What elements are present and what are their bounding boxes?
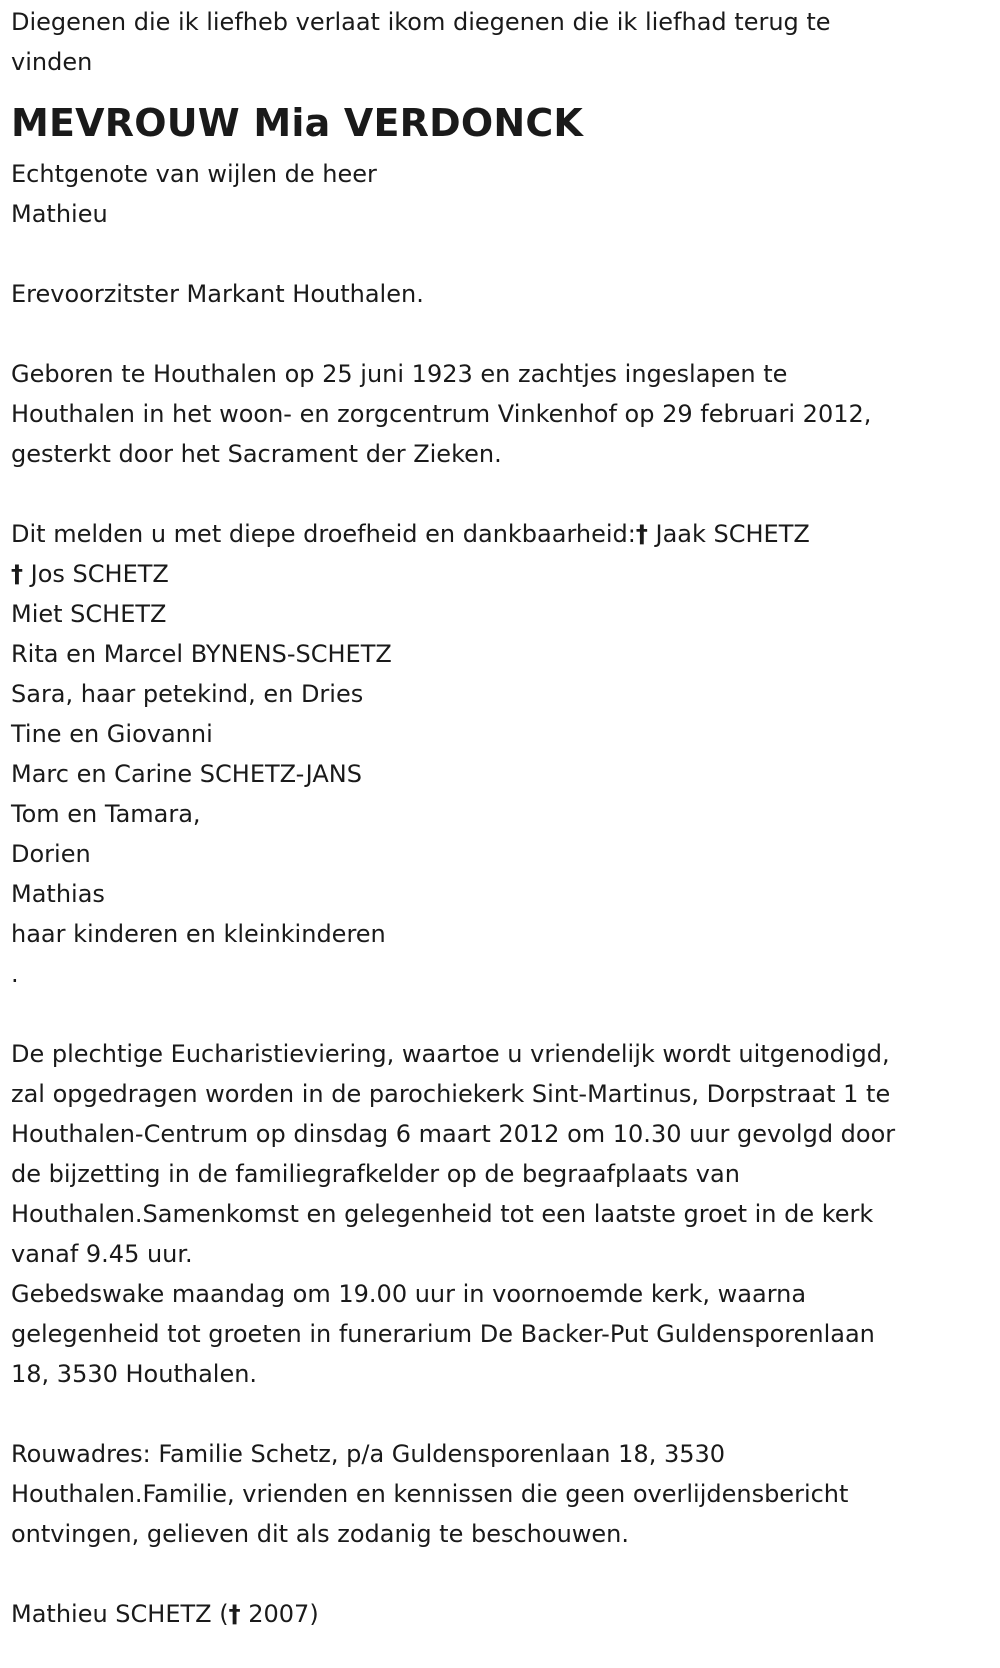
announcement-intro-line xyxy=(11,514,1000,554)
motto-line-1: Diegenen die ik liefheb verlaat ikom diegenen die ik liefhad terug te xyxy=(11,8,831,36)
closing-line xyxy=(11,1594,1000,1634)
ceremony-line: Houthalen.Samenkomst en gelegenheid tot een laatste groet in de kerk xyxy=(11,1200,874,1228)
spacer xyxy=(11,994,1000,1034)
deceased-name: MEVROUW Mia VERDONCK xyxy=(11,101,584,145)
family-member: Miet SCHETZ xyxy=(11,600,167,628)
family-member-name: Jaak SCHETZ xyxy=(655,520,810,548)
cross-icon: † xyxy=(228,1600,241,1628)
family-member: Dorien xyxy=(11,840,91,868)
family-member: Tine en Giovanni xyxy=(11,720,213,748)
ceremony-line: vanaf 9.45 uur. xyxy=(11,1240,193,1268)
family-member: Mathias xyxy=(11,880,105,908)
spacer xyxy=(11,1554,1000,1594)
closing-year: 2007) xyxy=(240,1600,319,1628)
family-member: Tom en Tamara, xyxy=(11,800,201,828)
spacer xyxy=(11,1394,1000,1434)
family-member-line xyxy=(11,554,1000,594)
spouse-line-1: Echtgenote van wijlen de heer xyxy=(11,160,377,188)
address-line: ontvingen, gelieven dit als zodanig te beschouwen. xyxy=(11,1520,630,1548)
ceremony-line: Houthalen-Centrum op dinsdag 6 maart 2012 om 10.30 uur gevolgd door xyxy=(11,1120,896,1148)
announcement-intro: Dit melden u met diepe droefheid en dankbaarheid: xyxy=(11,520,636,548)
spacer xyxy=(11,474,1000,514)
ceremony-line: Gebedswake maandag om 19.00 uur in voornoemde kerk, waarna xyxy=(11,1280,807,1308)
ceremony-line: 18, 3530 Houthalen. xyxy=(11,1360,258,1388)
motto-line-2: vinden xyxy=(11,48,93,76)
address-line: Houthalen.Familie, vrienden en kennissen die geen overlijdensbericht xyxy=(11,1480,849,1508)
birth-line-2: Houthalen in het woon- en zorgcentrum Vinkenhof op 29 februari 2012, xyxy=(11,400,872,428)
cross-icon: † xyxy=(11,560,23,588)
spouse-line-2: Mathieu xyxy=(11,200,108,228)
ceremony-line: De plechtige Eucharistieviering, waartoe u vriendelijk wordt uitgenodigd, xyxy=(11,1040,890,1068)
cross-icon: † xyxy=(635,520,648,548)
family-member: haar kinderen en kleinkinderen xyxy=(11,920,386,948)
birth-line-1: Geboren te Houthalen op 25 juni 1923 en zachtjes ingeslapen te xyxy=(11,360,788,388)
spacer xyxy=(11,314,1000,354)
address-line: Rouwadres: Familie Schetz, p/a Guldensporenlaan 18, 3530 xyxy=(11,1440,726,1468)
birth-line-3: gesterkt door het Sacrament der Zieken. xyxy=(11,440,502,468)
role-text: Erevoorzitster Markant Houthalen. xyxy=(11,280,424,308)
closing-name: Mathieu SCHETZ ( xyxy=(11,1600,229,1628)
ceremony-line: de bijzetting in de familiegrafkelder op de begraafplaats van xyxy=(11,1160,740,1188)
family-list-end: . xyxy=(11,960,19,988)
ceremony-line: gelegenheid tot groeten in funerarium De Backer-Put Guldensporenlaan xyxy=(11,1320,875,1348)
family-member: Sara, haar petekind, en Dries xyxy=(11,680,364,708)
family-member: Rita en Marcel BYNENS-SCHETZ xyxy=(11,640,392,668)
family-member: Marc en Carine SCHETZ-JANS xyxy=(11,760,362,788)
ceremony-line: zal opgedragen worden in de parochiekerk Sint-Martinus, Dorpstraat 1 te xyxy=(11,1080,891,1108)
spacer xyxy=(11,234,1000,274)
family-member-name: Jos SCHETZ xyxy=(30,560,169,588)
